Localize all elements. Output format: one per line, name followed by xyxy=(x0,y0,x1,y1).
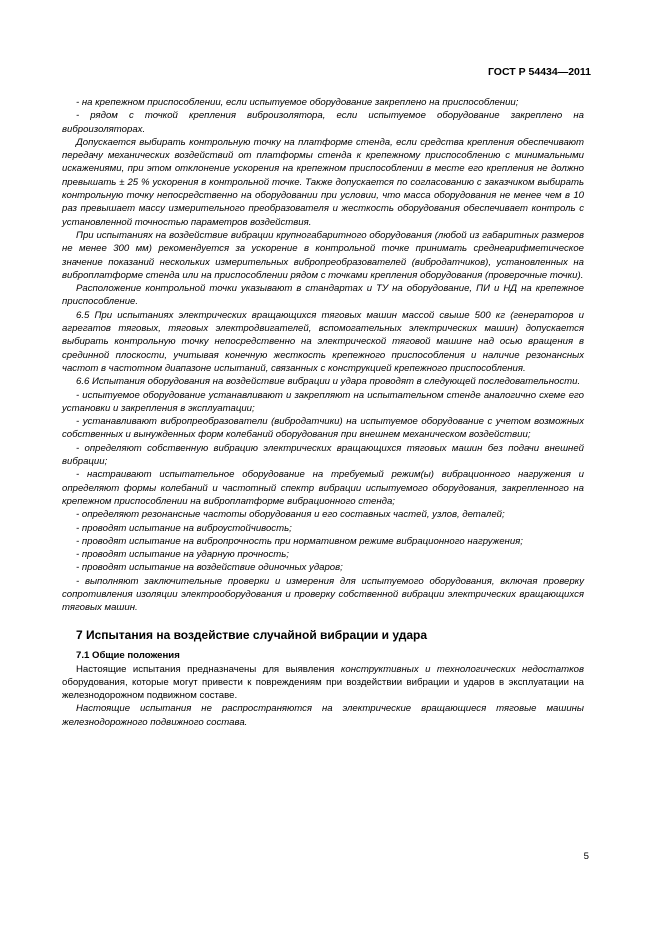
paragraph-isolator-point: - рядом с точкой крепления виброизолятора, если испытуемое оборудование закреплено на виброизоляторах. xyxy=(62,110,584,135)
paragraph-6-5: 6.5 При испытаниях электрических вращающихся тяговых машин массой свыше 500 кг (генераторов и агрегатов тяговых, тяговых электродвигателей, вспомогательных электрических машин) допускается выбирать контрольную точку непосредственно на электрической тяговой машине над осью вращения в срединной плоскости, учитывая конечную жесткость крепежного приспособления и наличие резонансных частот в частотном диапазоне испытаний, связанных с конструкцией крепежного приспособления. xyxy=(62,309,584,374)
list-item-sensors: - устанавливают вибропреобразователи (вибродатчики) на испытуемое оборудование с учетом возможных собственных и вынужденных форм колебаний оборудования при внешнем механическом воздействии; xyxy=(62,416,584,441)
paragraph-7-1-purpose xyxy=(62,663,584,703)
page-content xyxy=(62,96,584,729)
list-item-shock-strength: - проводят испытание на ударную прочность; xyxy=(76,549,289,561)
paragraph-6-6: 6.6 Испытания оборудования на воздействие вибрации и удара проводят в следующей последовательности. xyxy=(76,376,581,388)
list-item-resonance: - определяют резонансные частоты оборудования и его составных частей, узлов, деталей; xyxy=(76,509,505,521)
paragraph-7-1-exclusion: Настоящие испытания не распространяются на электрические вращающиеся тяговые машины железнодорожного подвижного состава. xyxy=(62,703,584,728)
purpose-text-end: оборудования, которые могут привести к повреждениям при воздействии вибрации и ударов в эксплуатации на железнодорожном подвижном составе. xyxy=(62,676,584,702)
document-id-header: ГОСТ Р 54434—2011 xyxy=(487,66,591,78)
paragraph-large-equipment: При испытаниях на воздействие вибрации крупногабаритного оборудования (любой из габаритных размеров не менее 300 мм) рекомендуется за ускорение в контрольной точке принимать среднеарифметическое значение показаний нескольких измерительных вибропреобразователей (вибродатчиков), установленных на виброплатформе стенда или на приспособлении рядом с точками крепления оборудования (проверочные точки). xyxy=(62,229,584,281)
paragraph-control-point-platform: Допускается выбирать контрольную точку на платформе стенда, если средства крепления обеспечивают передачу механических воздействий от платформы стенда к крепежному приспособлению с минимальными искажениями, при этом отклонение ускорения на крепежном приспособлении в месте его крепления не должно превышать ± 25 % ускорения в контрольной точке. Также допускается по согласованию с заказчиком выбирать контрольную точку непосредственно на оборудовании при условии, что масса оборудования не менее чем в 10 раз превышает массу измерительного преобразователя и жесткость оборудования обеспечивает контроль с установленной точностью параметров воздействия. xyxy=(62,136,584,228)
list-item-single-shocks: - проводят испытание на воздействие одиночных ударов; xyxy=(76,562,343,574)
list-item-vibration-strength: - проводят испытание на вибропрочность при нормативном режиме вибрационного нагружения; xyxy=(76,535,523,547)
paragraph-fixture-point: - на крепежном приспособлении, если испытуемое оборудование закреплено на приспособлении; xyxy=(76,97,519,108)
purpose-text-start: Настоящие испытания предназначены для выявления xyxy=(76,663,341,675)
list-item-configure: - настраивают испытательное оборудование на требуемый режим(ы) вибрационного нагружения и определяют формы колебаний и частотный спектр вибрации испытуемого оборудования, закрепленного на крепежном приспособлении на виброплатформе вибрационного стенда; xyxy=(62,469,584,507)
section-7-heading: 7 Испытания на воздействие случайной вибрации и удара xyxy=(76,627,428,642)
paragraph-control-point-location: Расположение контрольной точки указывают в стандартах и ТУ на оборудование, ПИ и НД на крепежное приспособление. xyxy=(62,283,584,308)
purpose-text-emphasis: конструктивных и технологических недостатков xyxy=(340,663,584,675)
list-item-final-checks: - выполняют заключительные проверки и измерения для испытуемого оборудования, включая проверку сопротивления изоляции электрооборудования и проверку собственной вибрации электрических вращающихся тяговых машин. xyxy=(62,575,584,614)
list-item-vibration-stability: - проводят испытание на виброустойчивость; xyxy=(76,522,292,534)
page-number: 5 xyxy=(583,851,589,862)
list-item-install: - испытуемое оборудование устанавливают и закрепляют на испытательном стенде аналогично схеме его установки и закрепления в эксплуатации; xyxy=(62,389,584,414)
subsection-7-1-heading: 7.1 Общие положения xyxy=(76,649,180,661)
list-item-own-vibration: - определяют собственную вибрацию электрических вращающихся тяговых машин без подачи внешней вибрации; xyxy=(62,442,584,468)
